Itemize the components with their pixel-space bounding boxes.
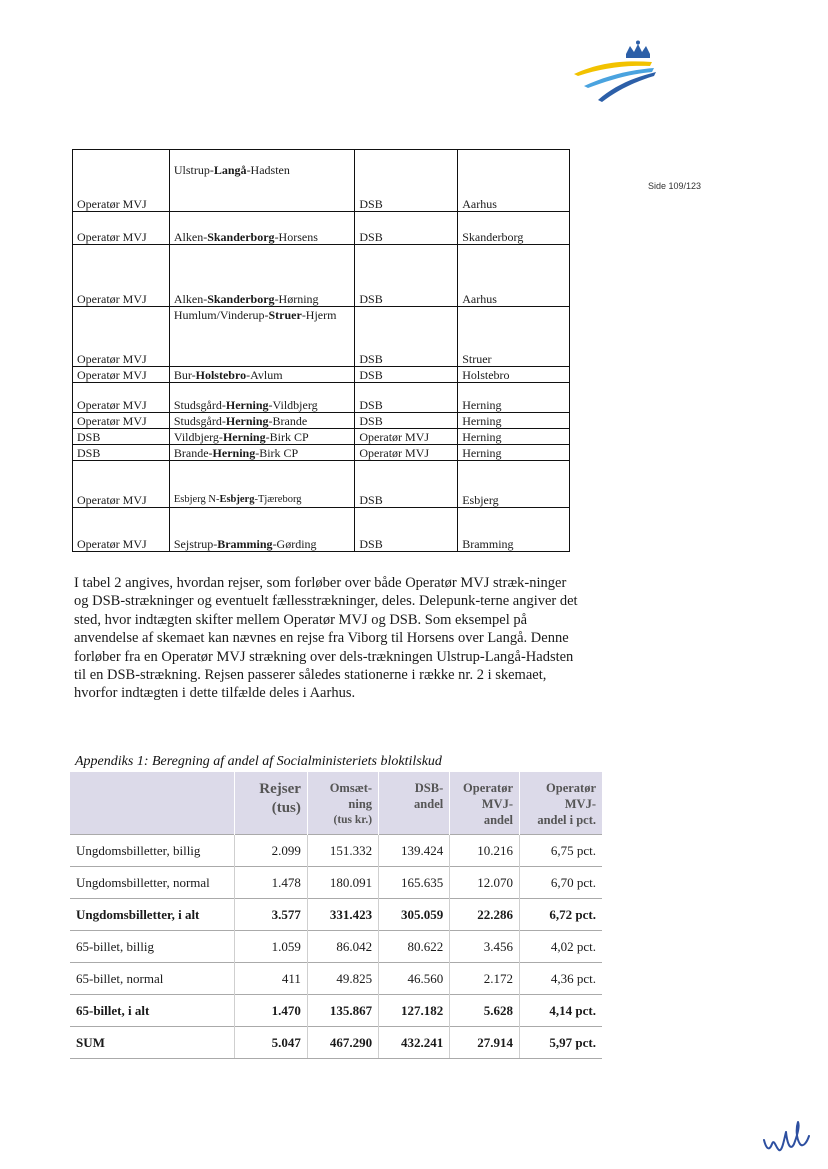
cell-mvj: 5.628 bbox=[450, 995, 520, 1027]
route-row bbox=[73, 212, 570, 245]
header-rejser bbox=[234, 772, 307, 835]
cell-mvj: 27.914 bbox=[450, 1027, 520, 1059]
header-dsb-line: andel bbox=[414, 797, 444, 811]
route-row bbox=[73, 429, 570, 445]
page-number: Side 109/123 bbox=[648, 181, 702, 191]
route-other-operator: DSB bbox=[355, 383, 458, 413]
cell-dsb: 305.059 bbox=[379, 899, 450, 931]
cell-mvj: 2.172 bbox=[450, 963, 520, 995]
route-other-operator: Operatør MVJ bbox=[355, 429, 458, 445]
route-other-operator: DSB bbox=[355, 413, 458, 429]
row-label: Ungdomsbilletter, normal bbox=[70, 867, 234, 899]
body-paragraph: I tabel 2 angives, hvordan rejser, som forløber over både Operatør MVJ stræk-ninger og DSB-strækninger og eventuelt fællesstrækninger, deles. Delepunk-terne angiver det sted, hvor indtægten skifter mellem Operatør MVJ og DSB. Som eksempel på anvendelse af skemaet kan nævnes en rejse fra Viborg til Horsens over Langå. Denne forløber fra en Operatør MVJ strækning over dels-trækningen Ulstrup-Langå-Hadsten til en DSB-strækning. Rejsen passerer således stationerne i række nr. 2 i skemaet, hvorfor indtægten i dette tilfælde deles i Aarhus. bbox=[74, 575, 578, 702]
row-label: Ungdomsbilletter, billig bbox=[70, 835, 234, 867]
table-row bbox=[70, 995, 602, 1027]
cell-rejser: 2.099 bbox=[234, 835, 307, 867]
route-name: Humlum/Vinderup-Struer-Hjerm bbox=[169, 307, 355, 367]
route-row bbox=[73, 461, 570, 508]
cell-omsaetning: 151.332 bbox=[307, 835, 378, 867]
cell-omsaetning: 180.091 bbox=[307, 867, 378, 899]
header-oppct-line: Operatør bbox=[546, 781, 596, 795]
route-operator: DSB bbox=[73, 429, 170, 445]
route-other-operator: DSB bbox=[355, 307, 458, 367]
route-split-point: Skanderborg bbox=[458, 212, 570, 245]
cell-pct: 4,36 pct. bbox=[520, 963, 603, 995]
table-row bbox=[70, 1027, 602, 1059]
header-oms-line: ning bbox=[348, 797, 373, 811]
dsb-crown-logo bbox=[570, 40, 662, 102]
cell-rejser: 3.577 bbox=[234, 899, 307, 931]
header-mvj-pct bbox=[520, 772, 603, 835]
cell-mvj: 10.216 bbox=[450, 835, 520, 867]
header-op-line: andel bbox=[483, 813, 513, 827]
route-other-operator: Operatør MVJ bbox=[355, 445, 458, 461]
cell-pct: 6,75 pct. bbox=[520, 835, 603, 867]
route-split-point: Herning bbox=[458, 383, 570, 413]
cell-mvj: 12.070 bbox=[450, 867, 520, 899]
cell-dsb: 432.241 bbox=[379, 1027, 450, 1059]
header-dsb-andel bbox=[379, 772, 450, 835]
row-label: 65-billet, normal bbox=[70, 963, 234, 995]
route-name: Vildbjerg-Herning-Birk CP bbox=[169, 429, 355, 445]
route-operator: DSB bbox=[73, 445, 170, 461]
cell-dsb: 80.622 bbox=[379, 931, 450, 963]
route-name: Studsgård-Herning-Vildbjerg bbox=[169, 383, 355, 413]
cell-pct: 6,70 pct. bbox=[520, 867, 603, 899]
cell-rejser: 411 bbox=[234, 963, 307, 995]
route-other-operator: DSB bbox=[355, 367, 458, 383]
cell-dsb: 46.560 bbox=[379, 963, 450, 995]
header-rejser-line: Rejser bbox=[259, 781, 301, 797]
header-rejser-line: (tus) bbox=[271, 800, 301, 816]
cell-omsaetning: 331.423 bbox=[307, 899, 378, 931]
route-name: Bur-Holstebro-Avlum bbox=[169, 367, 355, 383]
cell-omsaetning: 86.042 bbox=[307, 931, 378, 963]
crown-icon bbox=[626, 41, 650, 59]
route-other-operator: DSB bbox=[355, 508, 458, 552]
appendix-header-label bbox=[70, 772, 234, 835]
route-split-point: Esbjerg bbox=[458, 461, 570, 508]
cell-mvj: 22.286 bbox=[450, 899, 520, 931]
cell-rejser: 5.047 bbox=[234, 1027, 307, 1059]
cell-pct: 6,72 pct. bbox=[520, 899, 603, 931]
cell-omsaetning: 467.290 bbox=[307, 1027, 378, 1059]
route-row bbox=[73, 445, 570, 461]
header-oms-line: Omsæt- bbox=[329, 781, 373, 795]
route-name: Sejstrup-Bramming-Gørding bbox=[169, 508, 355, 552]
cell-dsb: 165.635 bbox=[379, 867, 450, 899]
route-name: Esbjerg N-Esbjerg-Tjæreborg bbox=[169, 461, 355, 508]
appendix-header-row bbox=[70, 772, 602, 835]
cell-mvj: 3.456 bbox=[450, 931, 520, 963]
route-split-point: Holstebro bbox=[458, 367, 570, 383]
cell-pct: 4,14 pct. bbox=[520, 995, 603, 1027]
header-op-line: Operatør bbox=[463, 781, 513, 795]
route-split-point: Aarhus bbox=[458, 150, 570, 212]
route-operator: Operatør MVJ bbox=[73, 212, 170, 245]
route-operator: Operatør MVJ bbox=[73, 508, 170, 552]
cell-rejser: 1.470 bbox=[234, 995, 307, 1027]
route-split-point: Herning bbox=[458, 429, 570, 445]
cell-dsb: 139.424 bbox=[379, 835, 450, 867]
route-operator: Operatør MVJ bbox=[73, 367, 170, 383]
route-row bbox=[73, 245, 570, 307]
route-split-point: Struer bbox=[458, 307, 570, 367]
route-name: Alken-Skanderborg-Horsens bbox=[169, 212, 355, 245]
route-operator: Operatør MVJ bbox=[73, 245, 170, 307]
route-split-table bbox=[72, 149, 570, 552]
route-split-point: Aarhus bbox=[458, 245, 570, 307]
cell-dsb: 127.182 bbox=[379, 995, 450, 1027]
route-name: Alken-Skanderborg-Hørning bbox=[169, 245, 355, 307]
route-name: Ulstrup-Langå-Hadsten bbox=[169, 150, 355, 212]
header-dsb-line: DSB- bbox=[414, 781, 444, 795]
route-row bbox=[73, 508, 570, 552]
header-oppct-line: MVJ- bbox=[564, 797, 596, 811]
initials-signature bbox=[760, 1118, 812, 1158]
table-row bbox=[70, 867, 602, 899]
route-other-operator: DSB bbox=[355, 461, 458, 508]
header-oppct-line: andel i pct. bbox=[537, 813, 596, 827]
route-operator: Operatør MVJ bbox=[73, 413, 170, 429]
route-split-point: Herning bbox=[458, 413, 570, 429]
cell-pct: 5,97 pct. bbox=[520, 1027, 603, 1059]
table-row bbox=[70, 899, 602, 931]
route-split-point: Bramming bbox=[458, 508, 570, 552]
table-row bbox=[70, 835, 602, 867]
header-mvj-andel bbox=[450, 772, 520, 835]
route-row bbox=[73, 413, 570, 429]
table-row bbox=[70, 931, 602, 963]
header-omsaetning bbox=[307, 772, 378, 835]
row-label: SUM bbox=[70, 1027, 234, 1059]
route-row bbox=[73, 383, 570, 413]
route-other-operator: DSB bbox=[355, 245, 458, 307]
row-label: 65-billet, billig bbox=[70, 931, 234, 963]
route-split-point: Herning bbox=[458, 445, 570, 461]
cell-rejser: 1.478 bbox=[234, 867, 307, 899]
route-row bbox=[73, 150, 570, 212]
route-other-operator: DSB bbox=[355, 212, 458, 245]
table-row bbox=[70, 963, 602, 995]
route-operator: Operatør MVJ bbox=[73, 461, 170, 508]
route-other-operator: DSB bbox=[355, 150, 458, 212]
route-row bbox=[73, 307, 570, 367]
appendix-title: Appendiks 1: Beregning af andel af Socialministeriets bloktilskud bbox=[75, 754, 442, 769]
route-name: Studsgård-Herning-Brande bbox=[169, 413, 355, 429]
header-op-line: MVJ- bbox=[481, 797, 513, 811]
route-operator: Operatør MVJ bbox=[73, 307, 170, 367]
cell-omsaetning: 135.867 bbox=[307, 995, 378, 1027]
route-row bbox=[73, 367, 570, 383]
route-name: Brande-Herning-Birk CP bbox=[169, 445, 355, 461]
header-oms-line: (tus kr.) bbox=[333, 814, 373, 826]
row-label: Ungdomsbilletter, i alt bbox=[70, 899, 234, 931]
row-label: 65-billet, i alt bbox=[70, 995, 234, 1027]
cell-rejser: 1.059 bbox=[234, 931, 307, 963]
cell-omsaetning: 49.825 bbox=[307, 963, 378, 995]
route-operator: Operatør MVJ bbox=[73, 150, 170, 212]
appendix-table bbox=[70, 772, 602, 1059]
cell-pct: 4,02 pct. bbox=[520, 931, 603, 963]
route-operator: Operatør MVJ bbox=[73, 383, 170, 413]
